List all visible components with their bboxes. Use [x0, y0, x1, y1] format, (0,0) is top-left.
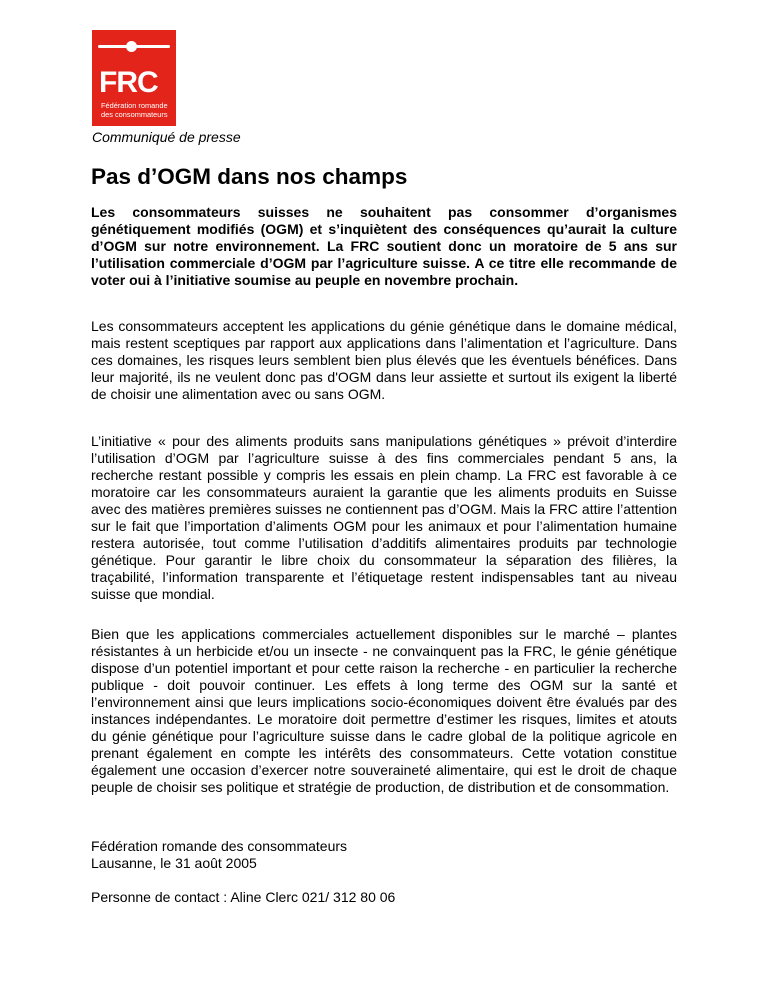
lead-paragraph: Les consommateurs suisses ne souhaitent pas consommer d’organismes génétiquement modifiés (OGM) et s’inquiètent des conséquences qu’aurait la culture d’OGM sur notre environnement. La FRC soutient donc un moratoire de 5 ans sur l’utilisation commerciale d’OGM par l’agriculture suisse. A ce titre elle recommande de voter oui à l’initiative soumise au peuple en novembre prochain.	[91, 204, 677, 288]
contact-line: Personne de contact : Aline Clerc 021/ 312 80 06	[91, 889, 396, 905]
signature-place-date: Lausanne, le 31 août 2005	[91, 855, 257, 871]
document-type: Communiqué de presse	[92, 129, 241, 145]
frc-logo	[92, 30, 176, 126]
body-paragraph-2: L’initiative « pour des aliments produits sans manipulations génétiques » prévoit d’interdire l’utilisation d’OGM par l’agriculture suisse à des fins commerciales pendant 5 ans, la recherche restant possible y compris les essais en plein champ. La FRC est favorable à ce moratoire car les consommateurs auraient la garantie que les aliments produits en Suisse avec des matières premières suisses ne contiennent pas d’OGM. Mais la FRC attire l’attention sur le fait que l’importation d’aliments OGM pour les animaux et pour l’alimentation humaine restera autorisée, tout comme l’utilisation d’additifs alimentaires produits par technologie génétique. Pour garantir le libre choix du consommateur la séparation des filières, la traçabilité, l’information transparente et l’étiquetage restent indispensables tant au niveau suisse que mondial.	[91, 433, 677, 602]
logo-subtitle	[101, 102, 173, 119]
logo-wordmark: FRC	[99, 66, 158, 99]
signature-organization: Fédération romande des consommateurs	[91, 838, 348, 854]
body-paragraph-1: Les consommateurs acceptent les applications du génie génétique dans le domaine médical, mais restent sceptiques par rapport aux applications dans l’alimentation et l’agriculture. Dans ces domaines, les risques leurs semblent bien plus élevés que les éventuels bénéfices. Dans leur majorité, ils ne veulent donc pas d'OGM dans leur assiette et surtout ils exigent la liberté de choisir une alimentation avec ou sans OGM.	[91, 318, 677, 402]
logo-knob	[126, 41, 137, 52]
signature-block	[91, 838, 347, 872]
logo-subtitle-line2: des consommateurs	[101, 109, 168, 119]
page-title: Pas d’OGM dans nos champs	[91, 164, 408, 189]
logo-subtitle-line1: Fédération romande	[101, 101, 168, 110]
body-paragraph-3: Bien que les applications commerciales actuellement disponibles sur le marché – plantes résistantes à un herbicide et/ou un insecte - ne convainquent pas la FRC, le génie génétique dispose d’un potentiel important et pour cette raison la recherche - en particulier la recherche publique - doit pouvoir continuer. Les effets à long terme des OGM sur la santé et l’environnement ainsi que leurs implications socio-économiques doivent être évalués par des instances indépendantes. Le moratoire doit permettre d’estimer les risques, limites et atouts du génie génétique pour l’agriculture suisse dans le cadre global de la politique agricole en prenant également en compte les intérêts des consommateurs. Cette votation constitue également une occasion d’exercer notre souveraineté alimentaire, qui est le droit de chaque peuple de choisir ses politique et stratégie de production, de distribution et de consommation.	[91, 626, 677, 795]
